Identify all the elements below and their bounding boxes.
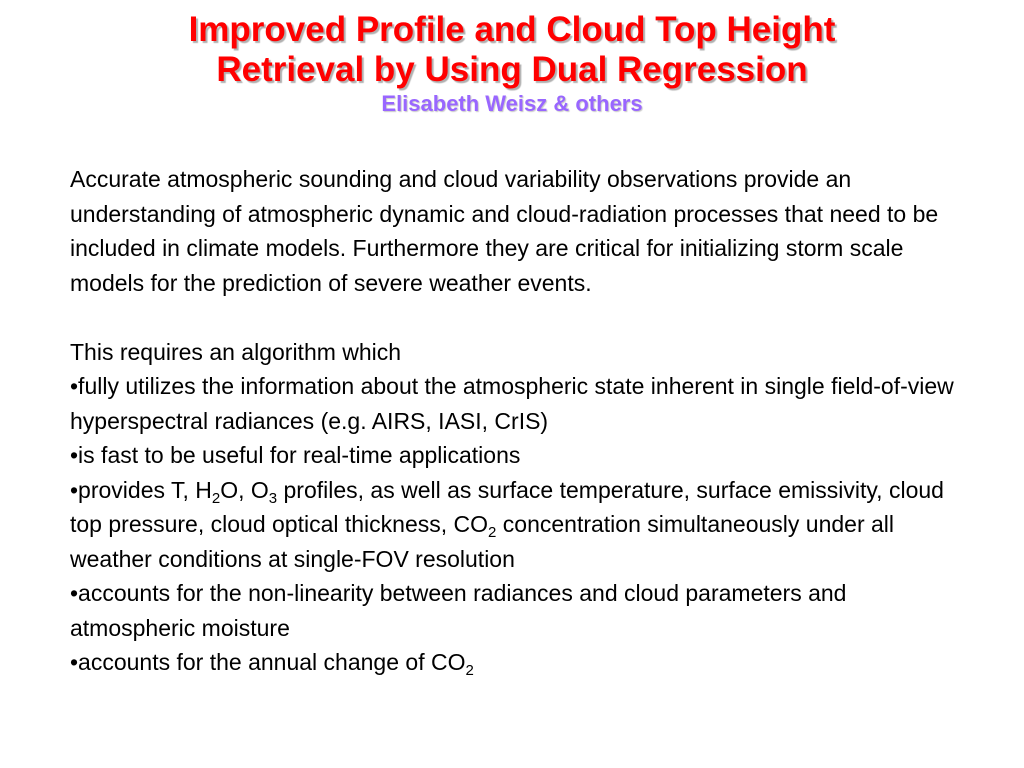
title-line-2: Retrieval by Using Dual Regression [216, 50, 808, 89]
subscript-co2-annual: 2 [465, 662, 474, 679]
bullet-provides-text-3: profiles, as well as surface temperature, surface emissivity, cloud top pressure, cloud optical thickness, CO [70, 476, 944, 537]
bullet-fully-utilizes: •fully utilizes the information about the atmospheric state inherent in single field-of-view hyperspectral radiances (e.g. AIRS, IASI, CrIS) [70, 373, 954, 434]
body-text [70, 162, 970, 680]
author-subtitle: Elisabeth Weisz & others [381, 91, 643, 116]
bullet-is-fast: •is fast to be useful for real-time applications [70, 442, 521, 468]
bullet-annual-co2 [70, 645, 970, 680]
subscript-co2: 2 [488, 524, 497, 541]
title-block [0, 10, 1024, 118]
bullet-provides-text-1: •provides T, H [70, 476, 212, 503]
title-line-1: Improved Profile and Cloud Top Height [188, 10, 836, 49]
subscript-h2o: 2 [211, 489, 221, 507]
bullet-provides-text-4: concentration simultaneously under all weather conditions at single-FOV resolution [70, 511, 895, 572]
subscript-o3: 3 [268, 489, 278, 507]
intro-paragraph: Accurate atmospheric sounding and cloud variability observations provide an understanding of atmospheric dynamic and cloud-radiation processes that need to be included in climate models. Furthermore they are critical for initializing storm scale models for the prediction of severe weather events. [70, 166, 939, 296]
paragraph-spacer [70, 300, 970, 335]
bullet-provides-profiles [70, 473, 970, 577]
requirement-lead: This requires an algorithm which [70, 338, 402, 365]
bullet-provides-text-2: O, O [220, 476, 269, 503]
bullet-non-linearity: •accounts for the non-linearity between radiances and cloud parameters and atmospheric moisture [70, 580, 847, 641]
bullet-annual-text: •accounts for the annual change of CO [70, 649, 466, 675]
